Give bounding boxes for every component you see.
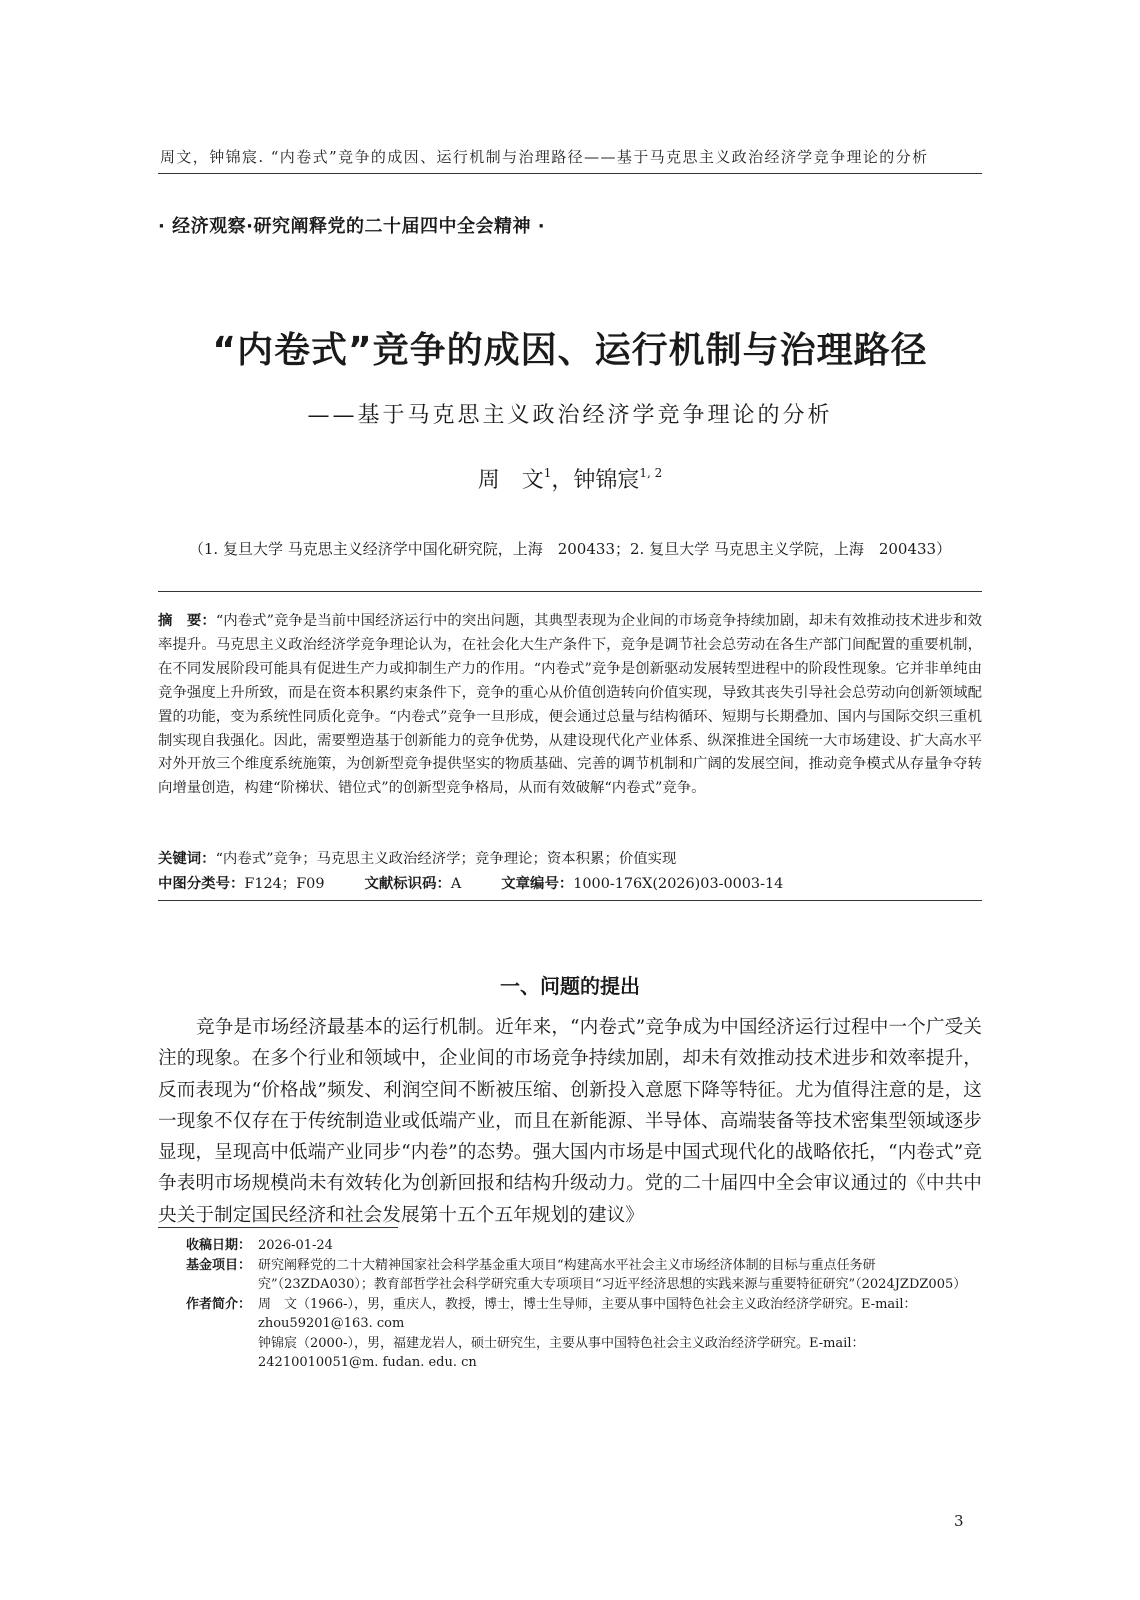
fund-project [186, 1256, 982, 1295]
header-rule [158, 173, 982, 174]
received-date [186, 1236, 982, 1256]
author-1: 周 文 [477, 468, 544, 493]
author-2-affil: 1, 2 [639, 466, 663, 480]
author-separator: ， [551, 468, 574, 493]
fund-label: 基金项目： [186, 1257, 252, 1273]
abstract-top-rule [158, 591, 982, 592]
page-number: 3 [954, 1512, 964, 1530]
footnote-rule [158, 1227, 398, 1228]
abstract-bottom-rule [158, 900, 982, 901]
affiliations: （1. 复旦大学 马克思主义经济学中国化研究院，上海 200433；2. 复旦大学 马克思主义学院，上海 200433） [188, 540, 952, 558]
author-2: 钟锦宸 [573, 468, 640, 493]
clc-value: F124；F09 [244, 876, 325, 892]
doc-code-value: A [450, 876, 462, 892]
classification-line [158, 872, 783, 893]
keywords [158, 847, 676, 868]
abstract-text: “内卷式”竞争是当前中国经济运行中的突出问题，其典型表现为企业间的市场竞争持续加剧，却未有效推动技术进步和效率提升。马克思主义政治经济学竞争理论认为，在社会化大生产条件下，竞争是调节社会总劳动在各生产部门间配置的重要机制，在不同发展阶段可能具有促进生产力或抑制生产力的作用。“内卷式”竞争是创新驱动发展转型进程中的阶段性现象。它并非单纯由竞争强度上升所致，而是在资本积累约束条件下，竞争的重心从价值创造转向价值实现，导致其丧失引导社会总劳动向创新领域配置的功能，变为系统性同质化竞争。“内卷式”竞争一旦形成，便会通过总量与结构循环、短期与长期叠加、国内与国际交织三重机制实现自我强化。因此，需要塑造基于创新能力的竞争优势，从建设现代化产业体系、纵深推进全国统一大市场建设、扩大高水平对外开放三个维度系统施策，为创新型竞争提供坚实的物质基础、完善的调节机制和广阔的发展空间，推动竞争模式从存量争夺转向增量创造，构建“阶梯状、错位式”的创新型竞争格局，从而有效破解“内卷式”竞争。 [158, 613, 982, 797]
bio-2: 钟锦宸（2000-），男，福建龙岩人，硕士研究生，主要从事中国特色社会主义政治经济学研究。E-mail：24210010051@m. fudan. edu. cn [258, 1335, 865, 1370]
body-paragraph: 竞争是市场经济最基本的运行机制。近年来，“内卷式”竞争成为中国经济运行过程中一个广受关注的现象。在多个行业和领域中，企业间的市场竞争持续加剧，却未有效推动技术进步和效率提升，反而表现为“价格战”频发、利润空间不断被压缩、创新投入意愿下降等特征。尤为值得注意的是，这一现象不仅存在于传统制造业或低端产业，而且在新能源、半导体、高端装备等技术密集型领域逐步显现，呈现高中低端产业同步“内卷”的态势。强大国内市场是中国式现代化的战略依托，“内卷式”竞争表明市场规模尚未有效转化为创新回报和结构升级动力。党的二十届四中全会审议通过的《中共中央关于制定国民经济和社会发展第十五个五年规划的建议》 [158, 1017, 982, 1226]
section-heading: 一、问题的提出 [500, 974, 640, 998]
article-number-value: 1000-176X(2026)03-0003-14 [573, 876, 784, 892]
received-label: 收稿日期： [186, 1238, 252, 1253]
running-header: 周文，钟锦宸. “内卷式”竞争的成因、运行机制与治理路径——基于马克思主义政治经济学竞争理论的分析 [160, 148, 929, 166]
article-title: “内卷式”竞争的成因、运行机制与治理路径 [212, 330, 928, 371]
bio-label: 作者简介： [186, 1296, 252, 1312]
article-number-label: 文章编号： [501, 876, 574, 892]
abstract-label: 摘 要： [158, 613, 216, 629]
doc-code-label: 文献标识码： [364, 876, 451, 892]
fund-value: 研究阐释党的二十大精神国家社会科学基金重大项目“构建高水平社会主义市场经济体制的目标与重点任务研究”（23ZDA030）；教育部哲学社会科学研究重大专项项目“习近平经济思想的实践来源与重要特征研究”（2024JZDZ005） [258, 1257, 967, 1292]
clc-label: 中图分类号： [158, 876, 245, 892]
received-value: 2026-01-24 [258, 1238, 333, 1253]
keywords-text: “内卷式”竞争；马克思主义政治经济学；竞争理论；资本积累；价值实现 [215, 851, 677, 867]
author-1-affil: 1 [543, 466, 552, 480]
authors [0, 463, 1140, 494]
article-subtitle: ——基于马克思主义政治经济学竞争理论的分析 [307, 403, 833, 428]
column-tag: · 经济观察·研究阐释党的二十届四中全会精神 · [158, 216, 546, 237]
abstract [158, 610, 982, 801]
bio-1: 周 文（1966-），男，重庆人，教授，博士，博士生导师，主要从事中国特色社会主义政治经济学研究。E-mail：zhou59201@163. com [258, 1296, 917, 1331]
footnotes [186, 1236, 982, 1373]
author-bio [186, 1295, 982, 1373]
keywords-label: 关键词： [158, 851, 216, 867]
